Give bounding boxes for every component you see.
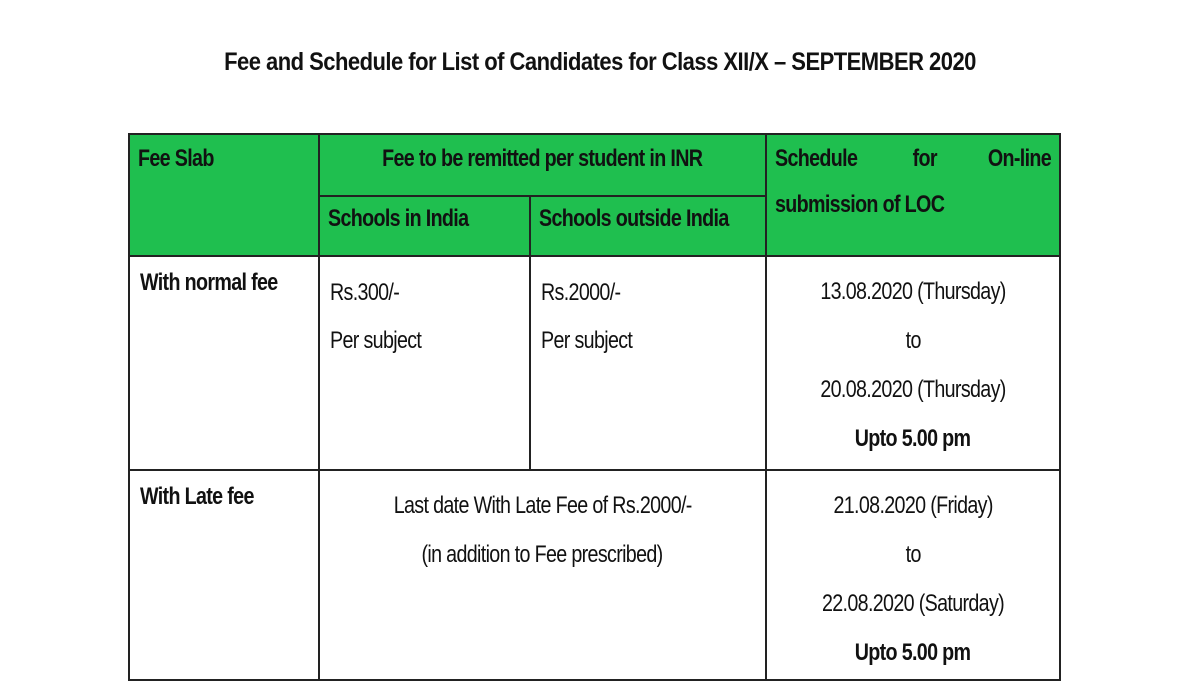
normal-to: to	[905, 327, 921, 354]
header-schools-india	[319, 196, 530, 256]
late-schedule-cell	[766, 470, 1060, 680]
late-to: to	[905, 541, 921, 568]
late-note-line1: Last date With Late Fee of Rs.2000/-	[393, 492, 692, 519]
header-row	[129, 134, 1060, 196]
late-fee-label: With Late fee	[140, 483, 254, 510]
header-schedule-word1: Schedule	[775, 145, 858, 172]
header-schedule-word3: On-line	[987, 145, 1051, 172]
normal-fee-label-cell	[129, 256, 319, 470]
late-date-from: 21.08.2020 (Friday)	[833, 492, 993, 519]
normal-india-fee-cell	[319, 256, 530, 470]
normal-outside-unit: Per subject	[541, 327, 633, 354]
normal-schedule-cell	[766, 256, 1060, 470]
late-fee-note-cell	[319, 470, 766, 680]
normal-fee-label: With normal fee	[140, 269, 278, 296]
header-fee-remitted	[319, 134, 766, 196]
header-schools-india-label: Schools in India	[328, 205, 469, 232]
header-schedule	[766, 134, 1060, 256]
header-fee-remitted-label: Fee to be remitted per student in INR	[382, 145, 703, 172]
table-row-late-fee	[129, 470, 1060, 680]
header-fee-slab-label: Fee Slab	[138, 145, 214, 172]
normal-india-fee: Rs.300/-	[330, 279, 400, 306]
header-fee-slab	[129, 134, 319, 256]
normal-india-unit: Per subject	[330, 327, 422, 354]
header-schedule-line2: submission of LOC	[775, 191, 945, 218]
header-schedule-word2: for	[912, 145, 937, 172]
late-note-line2: (in addition to Fee prescribed)	[421, 541, 664, 568]
normal-time: Upto 5.00 pm	[855, 425, 971, 452]
late-time: Upto 5.00 pm	[855, 639, 971, 666]
header-schools-outside	[530, 196, 766, 256]
header-schedule-line1	[775, 145, 1051, 173]
normal-date-to: 20.08.2020 (Thursday)	[820, 376, 1006, 403]
table-row-normal-fee	[129, 256, 1060, 470]
header-schools-outside-label: Schools outside India	[539, 205, 729, 232]
normal-outside-fee: Rs.2000/-	[541, 279, 621, 306]
late-date-to: 22.08.2020 (Saturday)	[821, 590, 1005, 617]
normal-outside-fee-cell	[530, 256, 766, 470]
fee-schedule-table	[128, 133, 1061, 681]
normal-date-from: 13.08.2020 (Thursday)	[820, 278, 1006, 305]
late-fee-label-cell	[129, 470, 319, 680]
page-title: Fee and Schedule for List of Candidates for Class XII/X – SEPTEMBER 2020	[224, 48, 976, 76]
